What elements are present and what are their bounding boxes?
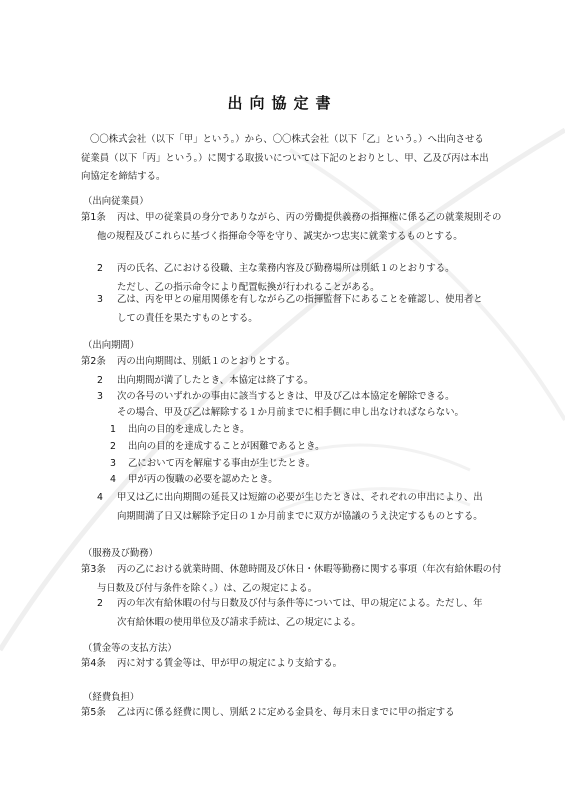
article-2-paragraph-3-continued: その場合、甲及び乙は解除する１か月前までに相手側に申し出なければならない。 — [117, 407, 464, 418]
item-number: 2 — [110, 441, 116, 452]
article-4-text: 丙に対する賃金等は、甲が甲の規定により支給する。 — [117, 658, 343, 669]
document-title: 出向協定書 — [227, 94, 338, 112]
article-1-paragraph-2 — [97, 260, 491, 279]
article-3-label: 第3条 — [81, 564, 106, 575]
article-4 — [81, 655, 507, 674]
article-2 — [81, 353, 507, 372]
section-heading-wages: （賃金等の支払方法） — [83, 643, 177, 654]
article-5 — [81, 704, 507, 723]
paragraph-text: 次の各号のいずれかの事由に該当するときは、甲及び乙は本協定を解除できる。 — [117, 391, 455, 402]
paragraph-number: 2 — [97, 375, 103, 386]
preamble: 〇〇株式会社（以下「甲」という。）から、〇〇株式会社（以下「乙」という。）へ出向させる従業員（以下「丙」という。）に関する取扱いについては下記のとおりとし、甲、乙及び丙は本出向協定を締結する。 — [81, 134, 489, 182]
item-text: 乙において丙を解雇する事由が生じたとき。 — [128, 458, 316, 469]
list-item — [110, 438, 491, 457]
article-2-paragraph-4 — [97, 489, 491, 526]
paragraph-number: 3 — [97, 391, 103, 402]
article-3 — [81, 561, 507, 598]
paragraph-text: 甲又は乙に出向期間の延長又は短縮の必要が生じたときは、それぞれの申出により、出向期間満了日又は解除予定日の１か月前までに双方が協議のうえ決定するものとする。 — [117, 492, 483, 522]
item-text: 出向の目的を達成したとき。 — [128, 424, 250, 435]
list-item — [110, 471, 491, 490]
section-heading-duties: （服務及び勤務） — [83, 548, 159, 559]
paragraph-number: 3 — [97, 294, 103, 305]
section-heading-period: （出向期間） — [83, 340, 140, 351]
paragraph-text: 丙の氏名、乙における役職、主な業務内容及び勤務場所は別紙１のとおりする。 — [117, 263, 455, 274]
paragraph-text: 丙の年次有給休暇の付与日数及び付与条件等については、甲の規定による。ただし、年次有給休暇の使用単位及び請求手続は、乙の規定による。 — [117, 598, 483, 628]
item-number: 4 — [110, 474, 116, 485]
article-1-paragraph-3 — [97, 291, 491, 328]
article-2-label: 第2条 — [81, 356, 106, 367]
article-2-text: 丙の出向期間は、別紙１のとおりとする。 — [117, 356, 296, 367]
article-3-paragraph-2 — [97, 595, 491, 632]
paragraph-number: 4 — [97, 492, 103, 503]
paragraph-number: 2 — [97, 598, 103, 609]
paragraph-number: 2 — [97, 263, 103, 274]
article-1-paragraph-2-continued: ただし、乙の指示命令により配置転換が行われることがある。 — [117, 282, 380, 293]
section-heading-employee: （出向従業員） — [83, 196, 149, 207]
article-1-text: 丙は、甲の従業員の身分でありながら、丙の労働提供義務の指揮権に係る乙の就業規則その他の規程及びこれらに基づく指揮命令等を守り、誠実かつ忠実に就業するものとする。 — [97, 212, 502, 242]
list-item — [110, 421, 491, 440]
article-3-text: 丙の乙における就業時間、休憩時間及び休日・休暇等勤務に関する事項（年次有給休暇の付与日数及び付与条件を除く。）は、乙の規定による。 — [97, 564, 502, 594]
article-5-text: 乙は丙に係る経費に関し、別紙２に定める金員を、毎月末日までに甲の指定する — [117, 707, 455, 718]
section-heading-expenses: （経費負担） — [83, 692, 140, 703]
paragraph-text: 出向期間が満了したとき、本協定は終了する。 — [117, 375, 314, 386]
article-1-label: 第1条 — [81, 212, 106, 223]
item-text: 出向の目的を達成することが困難であるとき。 — [128, 441, 325, 452]
article-5-label: 第5条 — [81, 707, 106, 718]
article-1 — [81, 209, 507, 246]
paragraph-text: 乙は、丙を甲との雇用関係を有しながら乙の指揮監督下にあることを確認し、使用者としての責任を果たすものとする。 — [117, 294, 483, 324]
item-number: 3 — [110, 458, 116, 469]
item-number: 1 — [110, 424, 116, 435]
item-text: 甲が丙の復職の必要を認めたとき。 — [128, 474, 278, 485]
article-4-label: 第4条 — [81, 658, 106, 669]
